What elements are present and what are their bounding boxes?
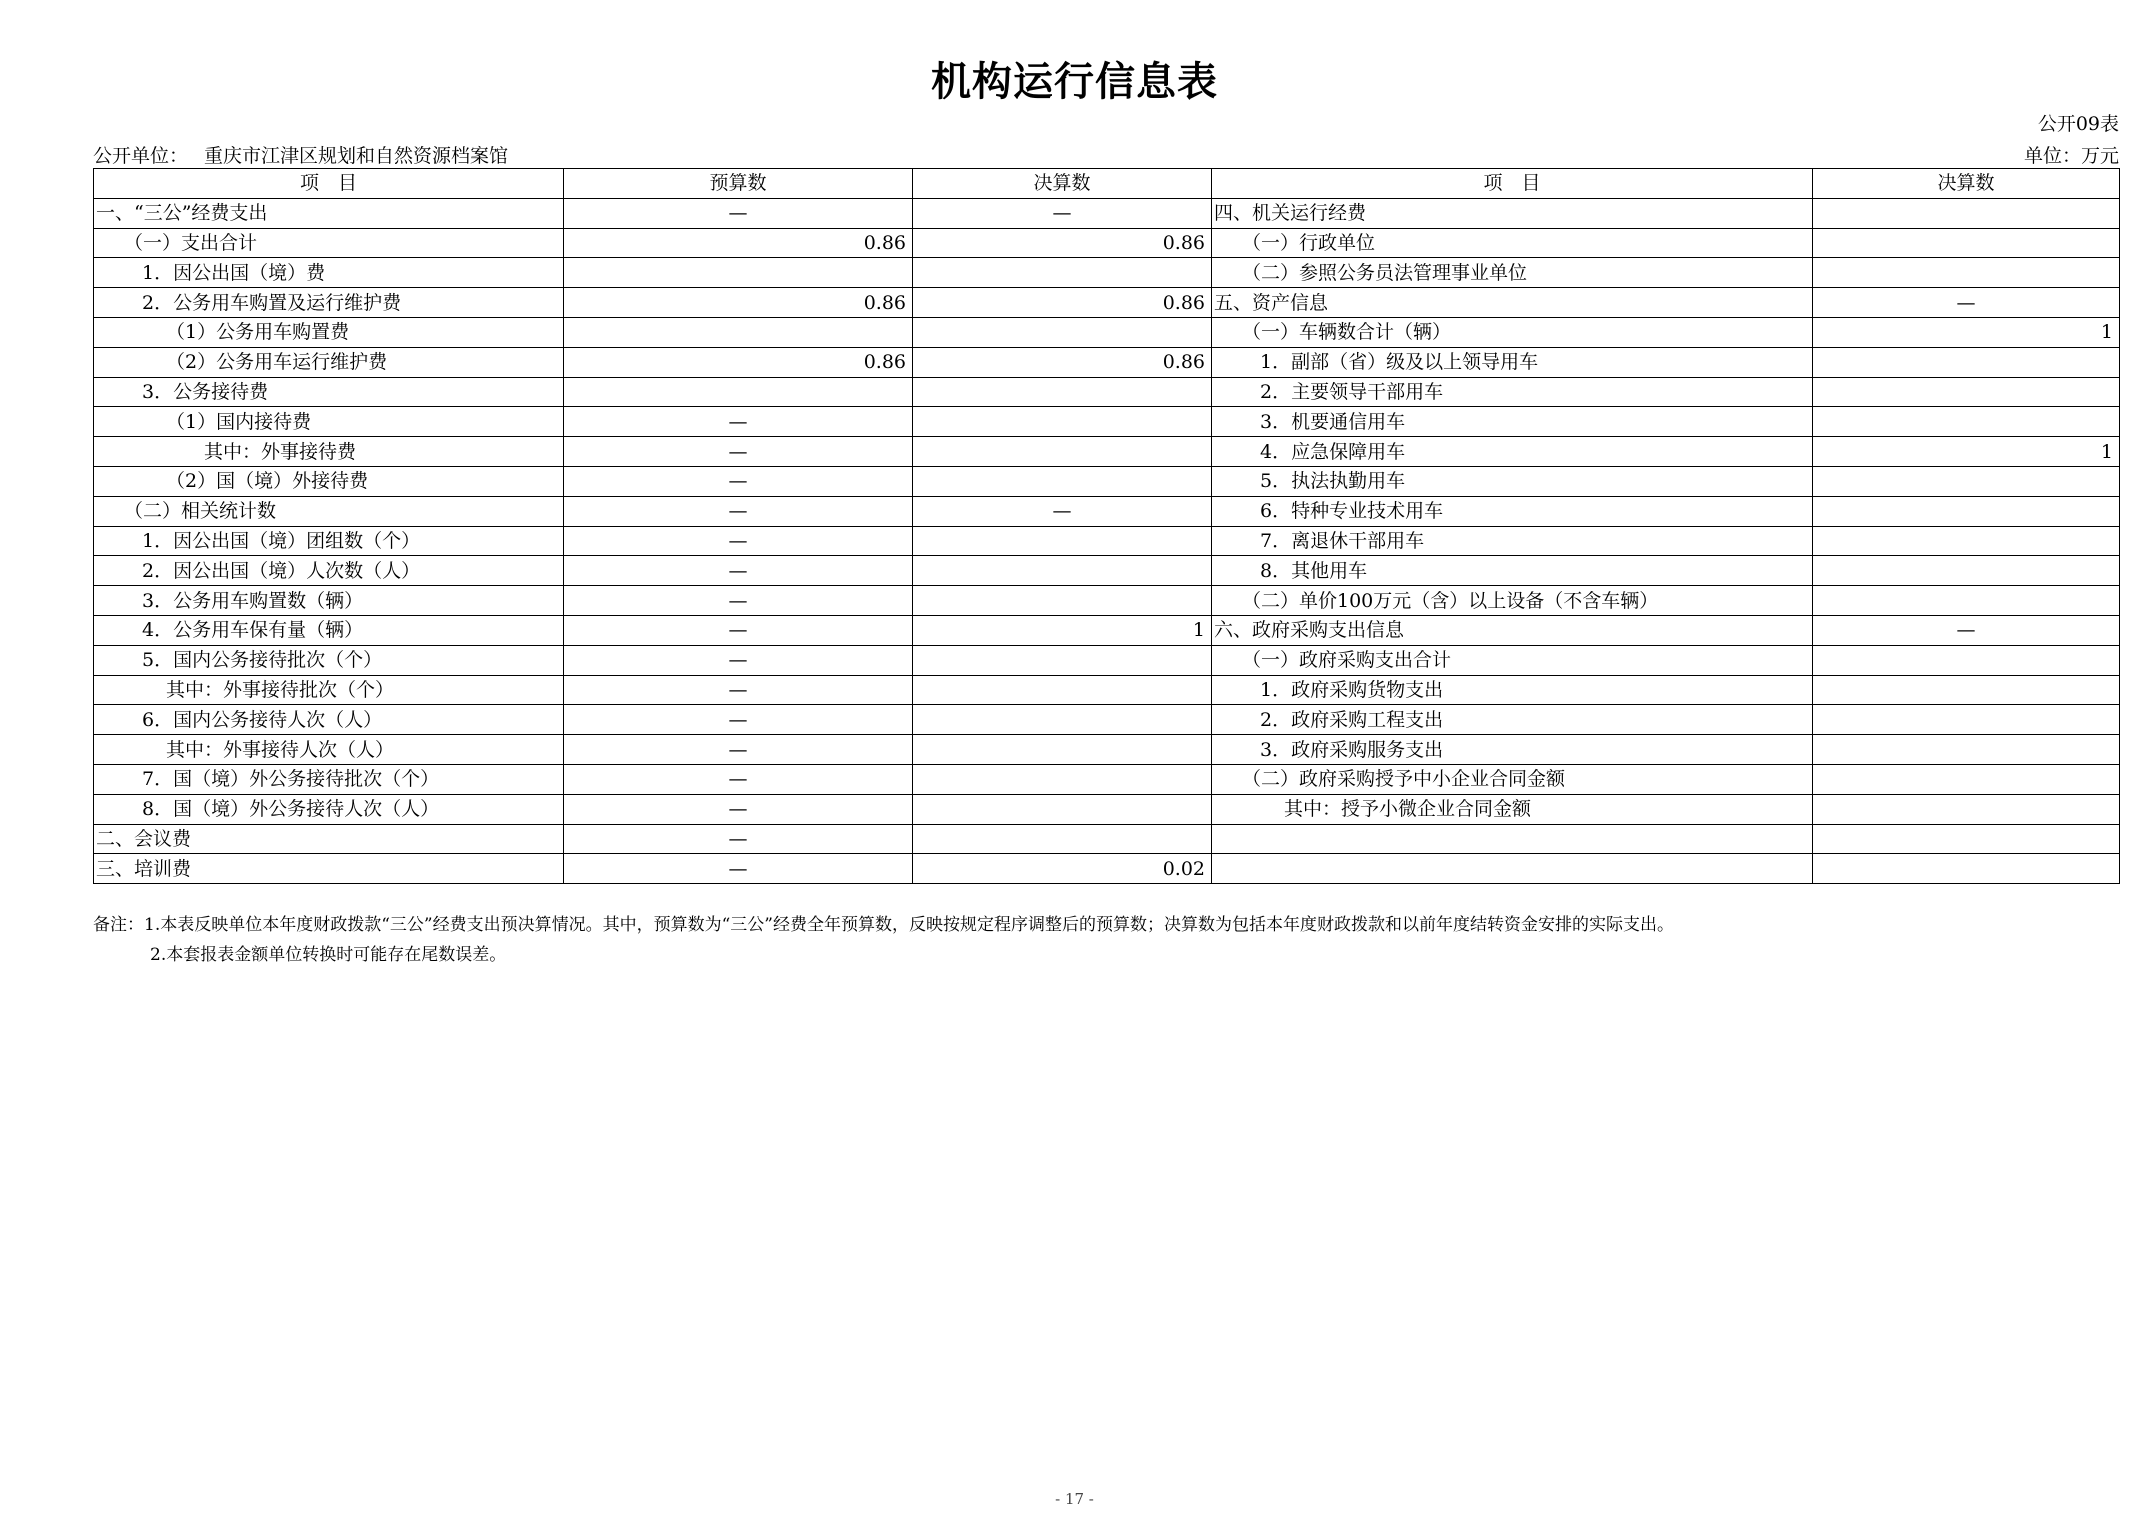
right-item-cell: （一）政府采购支出合计 xyxy=(1212,645,1813,675)
left-item-cell: （1）公务用车购置费 xyxy=(94,317,564,347)
right-final-cell xyxy=(1813,258,2120,288)
form-number: 公开09表 xyxy=(2037,113,2119,135)
table-row xyxy=(94,526,2120,556)
right-final-cell: — xyxy=(1813,615,2120,645)
operation-info-table xyxy=(93,168,2120,884)
right-final-cell xyxy=(1813,854,2120,884)
table-row xyxy=(94,764,2120,794)
note-1: 备注：1.本表反映单位本年度财政拨款“三公”经费支出预决算情况。其中，预算数为“三公”经费全年预算数，反映按规定程序调整后的预算数；决算数为包括本年度财政拨款和以前年度结转资金安排的实际支出。 xyxy=(93,915,1674,935)
right-item-cell: （一）车辆数合计（辆） xyxy=(1212,317,1813,347)
left-item-cell: （2）国（境）外接待费 xyxy=(94,466,564,496)
right-final-cell xyxy=(1813,556,2120,586)
left-item-cell: 2．公务用车购置及运行维护费 xyxy=(94,288,564,318)
page-number: - 17 - xyxy=(1055,1490,1094,1508)
budget-cell xyxy=(564,258,913,288)
left-item-cell: 5．国内公务接待批次（个） xyxy=(94,645,564,675)
right-final-cell xyxy=(1813,228,2120,258)
organization-label: 公开单位： xyxy=(93,145,189,167)
page-title: 机构运行信息表 xyxy=(931,59,1218,105)
right-final-cell: 1 xyxy=(1813,437,2120,467)
left-item-cell: 3．公务接待费 xyxy=(94,377,564,407)
budget-cell: — xyxy=(564,705,913,735)
right-item-cell: 1．政府采购货物支出 xyxy=(1212,675,1813,705)
right-final-cell xyxy=(1813,586,2120,616)
right-item-cell: 其中：授予小微企业合同金额 xyxy=(1212,794,1813,824)
right-final-cell xyxy=(1813,377,2120,407)
table-row xyxy=(94,735,2120,765)
table-row xyxy=(94,258,2120,288)
right-item-cell xyxy=(1212,824,1813,854)
right-item-cell xyxy=(1212,854,1813,884)
left-item-cell: （1）国内接待费 xyxy=(94,407,564,437)
final-cell xyxy=(913,705,1212,735)
right-final-cell xyxy=(1813,794,2120,824)
final-cell: 0.02 xyxy=(913,854,1212,884)
final-cell: — xyxy=(913,198,1212,228)
table-row xyxy=(94,645,2120,675)
left-item-cell: 其中：外事接待人次（人） xyxy=(94,735,564,765)
header-final: 决算数 xyxy=(913,169,1212,199)
organization xyxy=(93,141,508,168)
budget-cell: — xyxy=(564,407,913,437)
left-item-cell: 二、会议费 xyxy=(94,824,564,854)
left-item-cell: 8．国（境）外公务接待人次（人） xyxy=(94,794,564,824)
table-row xyxy=(94,198,2120,228)
final-cell xyxy=(913,645,1212,675)
budget-cell: 0.86 xyxy=(564,288,913,318)
right-final-cell xyxy=(1813,526,2120,556)
right-final-cell xyxy=(1813,407,2120,437)
organization-name: 重庆市江津区规划和自然资源档案馆 xyxy=(204,145,509,167)
left-item-cell: 2．因公出国（境）人次数（人） xyxy=(94,556,564,586)
budget-cell: — xyxy=(564,198,913,228)
right-item-cell: （二）政府采购授予中小企业合同金额 xyxy=(1212,764,1813,794)
right-item-cell: 4．应急保障用车 xyxy=(1212,437,1813,467)
right-final-cell xyxy=(1813,496,2120,526)
right-item-cell: 3．政府采购服务支出 xyxy=(1212,735,1813,765)
left-item-cell: 1．因公出国（境）费 xyxy=(94,258,564,288)
final-cell xyxy=(913,466,1212,496)
left-item-cell: （二）相关统计数 xyxy=(94,496,564,526)
table-row xyxy=(94,317,2120,347)
budget-cell: — xyxy=(564,735,913,765)
header-budget: 预算数 xyxy=(564,169,913,199)
budget-cell: — xyxy=(564,466,913,496)
right-item-cell: 六、政府采购支出信息 xyxy=(1212,615,1813,645)
final-cell xyxy=(913,526,1212,556)
final-cell xyxy=(913,675,1212,705)
right-item-cell: 五、资产信息 xyxy=(1212,288,1813,318)
table-row xyxy=(94,794,2120,824)
left-item-cell: （一）支出合计 xyxy=(94,228,564,258)
right-item-cell: 2．主要领导干部用车 xyxy=(1212,377,1813,407)
table-row xyxy=(94,586,2120,616)
right-item-cell: （二）参照公务员法管理事业单位 xyxy=(1212,258,1813,288)
final-cell xyxy=(913,377,1212,407)
right-final-cell xyxy=(1813,675,2120,705)
right-final-cell xyxy=(1813,764,2120,794)
budget-cell xyxy=(564,377,913,407)
budget-cell: — xyxy=(564,645,913,675)
money-unit: 单位：万元 xyxy=(2023,145,2119,167)
left-item-cell: 1．因公出国（境）团组数（个） xyxy=(94,526,564,556)
header-right-final: 决算数 xyxy=(1813,169,2120,199)
table-row xyxy=(94,675,2120,705)
final-cell xyxy=(913,317,1212,347)
budget-cell: — xyxy=(564,854,913,884)
right-item-cell: 2．政府采购工程支出 xyxy=(1212,705,1813,735)
left-item-cell: 其中：外事接待批次（个） xyxy=(94,675,564,705)
right-final-cell xyxy=(1813,347,2120,377)
right-item-cell: 5．执法执勤用车 xyxy=(1212,466,1813,496)
budget-cell: — xyxy=(564,556,913,586)
final-cell xyxy=(913,735,1212,765)
budget-cell: — xyxy=(564,526,913,556)
right-final-cell: 1 xyxy=(1813,317,2120,347)
final-cell: — xyxy=(913,496,1212,526)
table-row xyxy=(94,347,2120,377)
budget-cell: 0.86 xyxy=(564,228,913,258)
header-left-item: 项 目 xyxy=(94,169,564,199)
left-item-cell: （2）公务用车运行维护费 xyxy=(94,347,564,377)
table-row xyxy=(94,437,2120,467)
budget-cell: — xyxy=(564,824,913,854)
note-2: 2.本套报表金额单位转换时可能存在尾数误差。 xyxy=(150,945,507,965)
final-cell xyxy=(913,764,1212,794)
table-row xyxy=(94,466,2120,496)
right-final-cell xyxy=(1813,735,2120,765)
final-cell: 1 xyxy=(913,615,1212,645)
left-item-cell: 3．公务用车购置数（辆） xyxy=(94,586,564,616)
header-right-item: 项 目 xyxy=(1212,169,1813,199)
budget-cell: — xyxy=(564,675,913,705)
right-final-cell xyxy=(1813,705,2120,735)
right-item-cell: 四、机关运行经费 xyxy=(1212,198,1813,228)
left-item-cell: 7．国（境）外公务接待批次（个） xyxy=(94,764,564,794)
table-row xyxy=(94,377,2120,407)
right-final-cell xyxy=(1813,645,2120,675)
table-row xyxy=(94,615,2120,645)
table-header-row xyxy=(94,169,2120,199)
right-item-cell: 3．机要通信用车 xyxy=(1212,407,1813,437)
budget-cell: 0.86 xyxy=(564,347,913,377)
right-final-cell xyxy=(1813,824,2120,854)
table-body xyxy=(94,198,2120,883)
right-item-cell: 6．特种专业技术用车 xyxy=(1212,496,1813,526)
right-item-cell: 8．其他用车 xyxy=(1212,556,1813,586)
right-item-cell: 7．离退休干部用车 xyxy=(1212,526,1813,556)
budget-cell: — xyxy=(564,615,913,645)
table-row xyxy=(94,288,2120,318)
right-final-cell xyxy=(1813,466,2120,496)
final-cell: 0.86 xyxy=(913,288,1212,318)
right-item-cell: （一）行政单位 xyxy=(1212,228,1813,258)
table-row xyxy=(94,556,2120,586)
final-cell: 0.86 xyxy=(913,347,1212,377)
final-cell xyxy=(913,794,1212,824)
table-row xyxy=(94,824,2120,854)
left-item-cell: 其中：外事接待费 xyxy=(94,437,564,467)
right-final-cell xyxy=(1813,198,2120,228)
budget-cell: — xyxy=(564,496,913,526)
left-item-cell: 三、培训费 xyxy=(94,854,564,884)
budget-cell: — xyxy=(564,437,913,467)
final-cell xyxy=(913,586,1212,616)
final-cell xyxy=(913,407,1212,437)
table-row xyxy=(94,407,2120,437)
table-row xyxy=(94,854,2120,884)
final-cell xyxy=(913,556,1212,586)
budget-cell xyxy=(564,317,913,347)
final-cell xyxy=(913,437,1212,467)
notes xyxy=(93,910,1674,970)
table-row xyxy=(94,228,2120,258)
right-final-cell: — xyxy=(1813,288,2120,318)
final-cell xyxy=(913,258,1212,288)
left-item-cell: 4．公务用车保有量（辆） xyxy=(94,615,564,645)
final-cell: 0.86 xyxy=(913,228,1212,258)
table-row xyxy=(94,705,2120,735)
final-cell xyxy=(913,824,1212,854)
right-item-cell: 1．副部（省）级及以上领导用车 xyxy=(1212,347,1813,377)
right-item-cell: （二）单价100万元（含）以上设备（不含车辆） xyxy=(1212,586,1813,616)
left-item-cell: 一、“三公”经费支出 xyxy=(94,198,564,228)
budget-cell: — xyxy=(564,586,913,616)
left-item-cell: 6．国内公务接待人次（人） xyxy=(94,705,564,735)
table-row xyxy=(94,496,2120,526)
budget-cell: — xyxy=(564,764,913,794)
budget-cell: — xyxy=(564,794,913,824)
